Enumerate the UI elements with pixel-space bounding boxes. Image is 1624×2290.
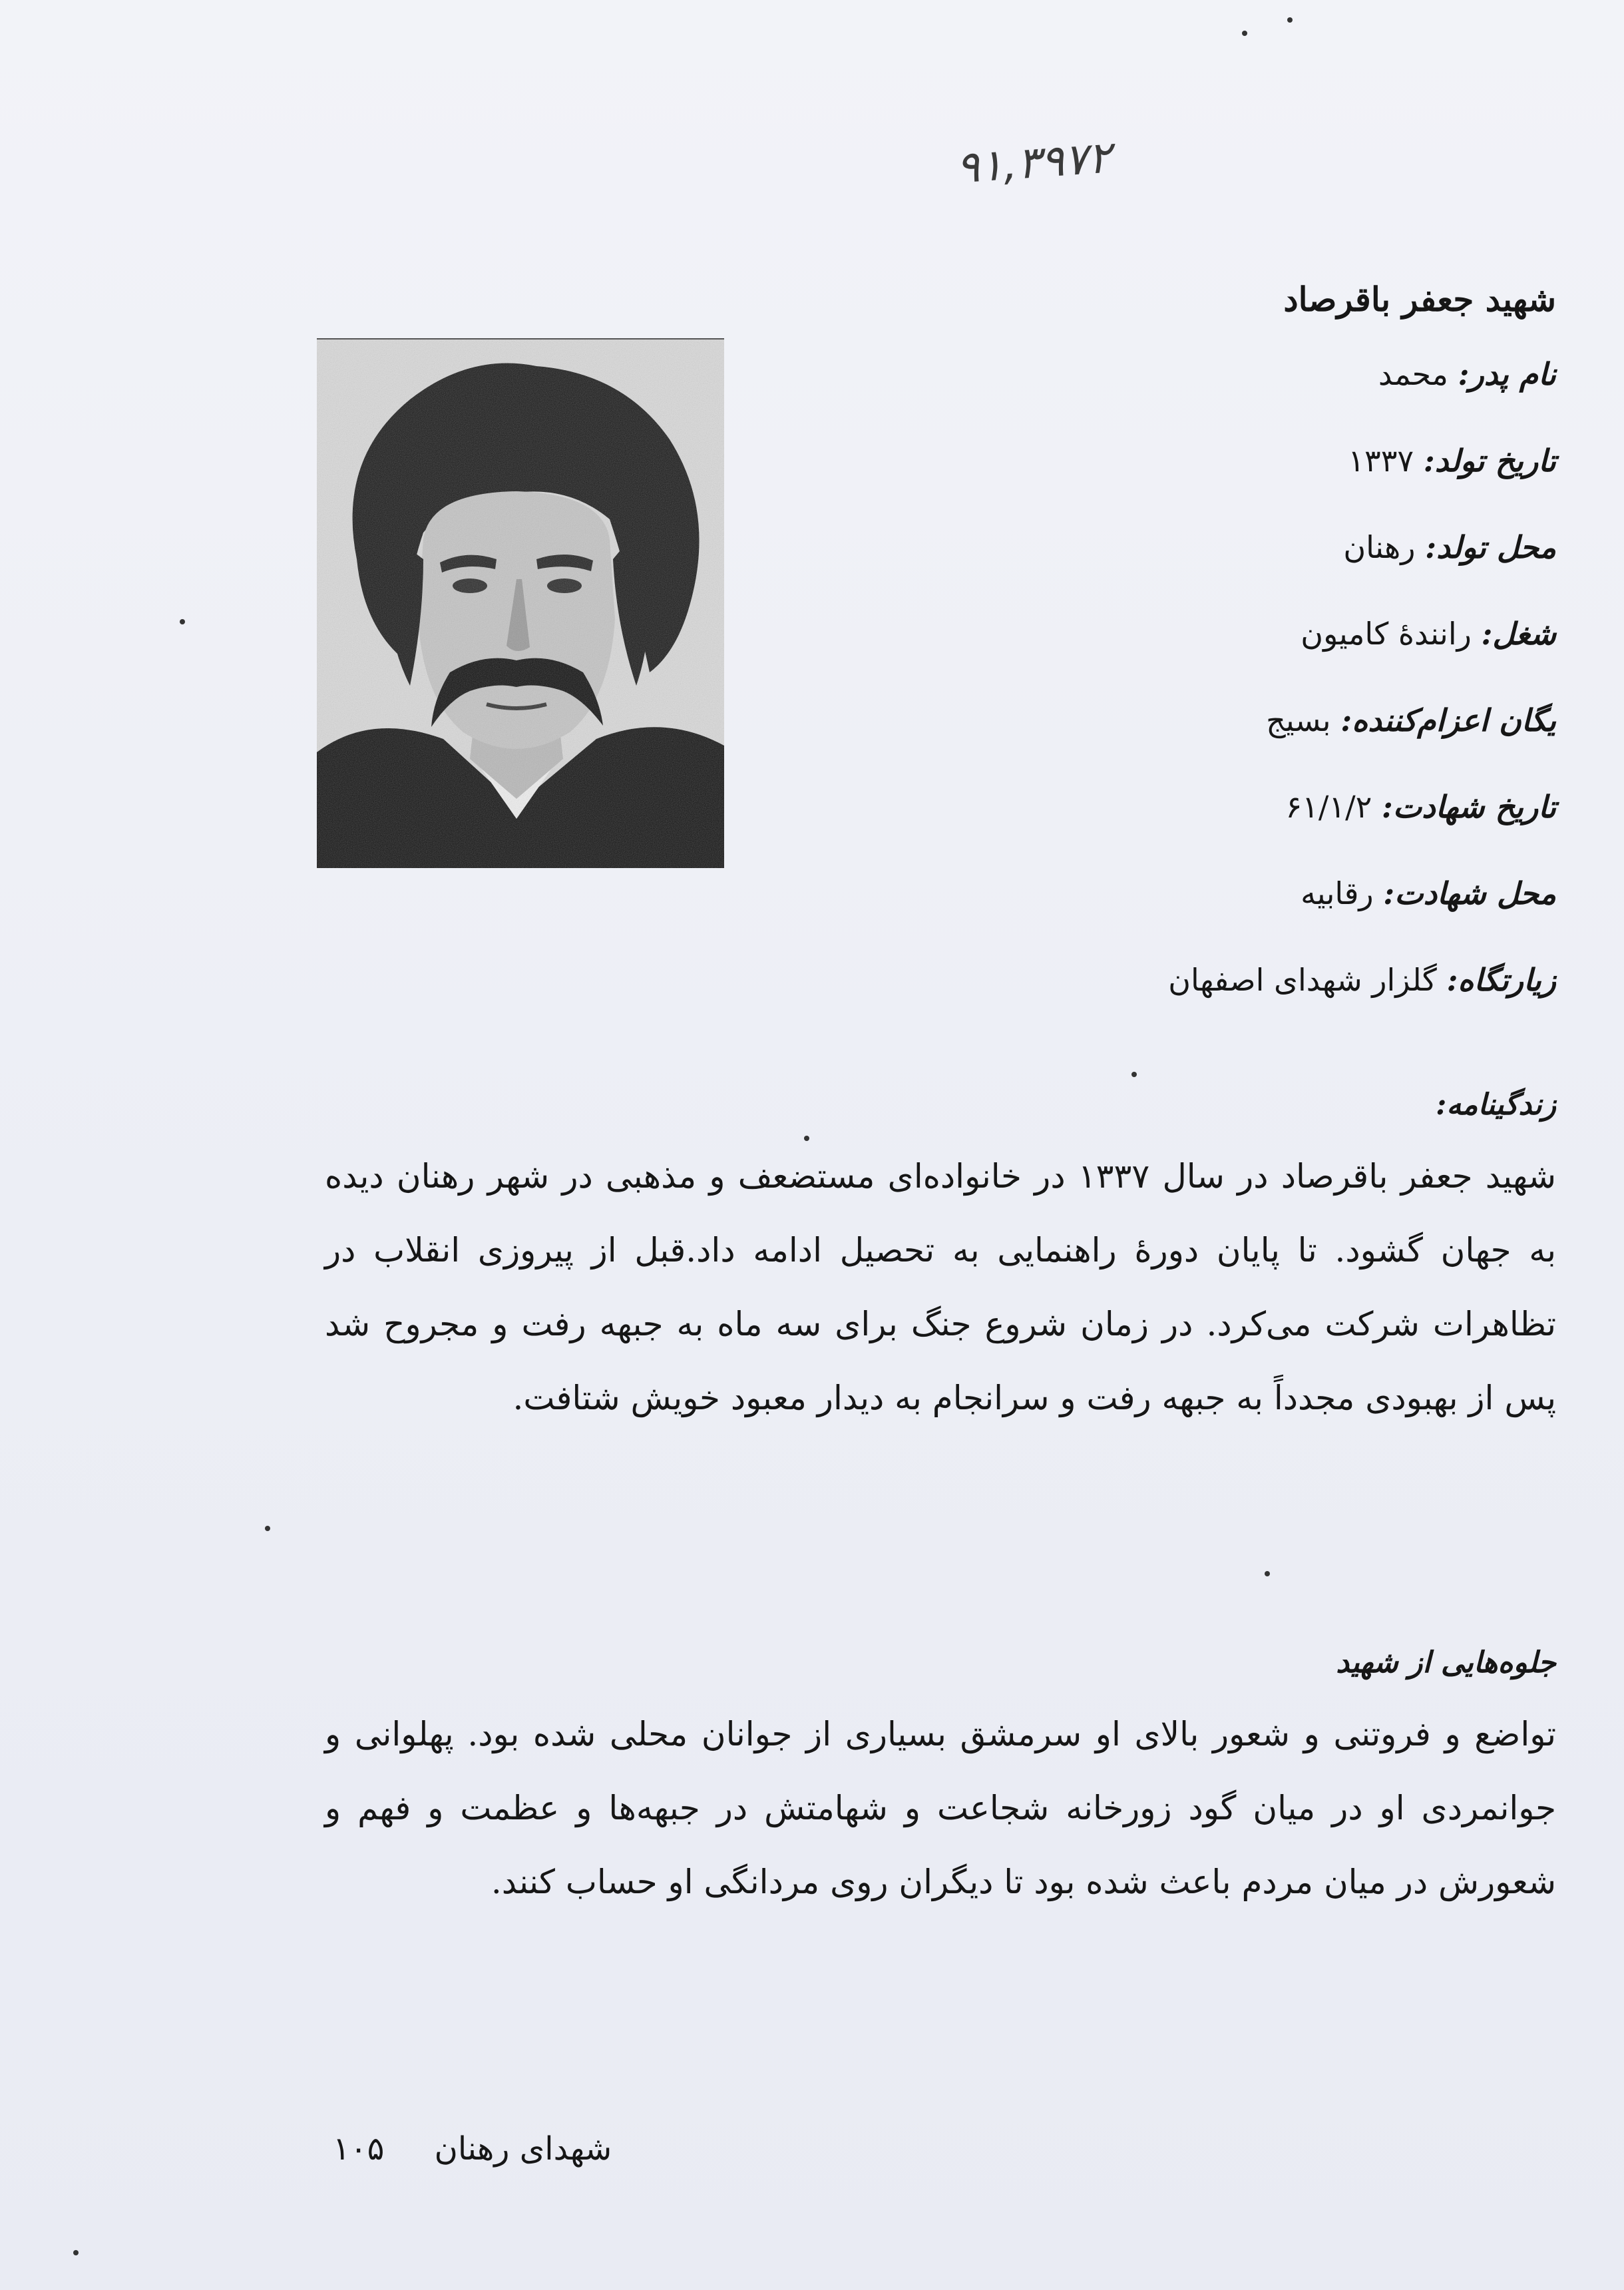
glimpses-text: تواضع و فروتنی و شعور بالای او سرمشق بسیاری از جوانان محلی شده بود. پهلوانی و جوانمردی او در میان گود زورخانه شجاعت و شهامتش در جبهه‌ها و عظمت و فهم و شعورش در میان مردم باعث شده بود تا دیگران روی مردانگی او حساب کنند. bbox=[325, 1715, 1556, 1901]
scan-speck bbox=[804, 1136, 809, 1141]
field-value: رقابیه bbox=[1301, 875, 1374, 911]
scan-speck bbox=[1265, 1571, 1270, 1576]
biography-section bbox=[325, 1078, 1556, 1435]
biography-text: شهید جعفر باقرصاد در سال ۱۳۳۷ در خانواده‌ای مستضعف و مذهبی در شهر رهنان دیده به جهان گشود. تا پایان دورهٔ راهنمایی به تحصیل ادامه داد.قبل از پیروزی انقلاب در تظاهرات شرکت می‌کرد. در زمان شروع جنگ برای سه ماه به جبهه رفت و مجروح شد پس از بهبودی مجدداً به جبهه رفت و سرانجام به دیدار معبود خویش شتافت. bbox=[325, 1157, 1556, 1417]
field-label: تاریخ تولد: bbox=[1423, 443, 1556, 479]
field-birth-place bbox=[757, 519, 1556, 575]
glimpses-section bbox=[325, 1636, 1556, 1919]
field-birth-date bbox=[757, 433, 1556, 489]
field-occupation bbox=[757, 606, 1556, 662]
martyr-portrait-photo bbox=[317, 338, 724, 868]
biography-heading: زندگینامه: bbox=[1436, 1088, 1556, 1122]
field-label: زیارتگاه: bbox=[1446, 962, 1556, 998]
handwritten-number: ۹۱,۳۹۷۲ bbox=[954, 131, 1114, 194]
field-father-name bbox=[757, 346, 1556, 402]
martyr-name-title: شهید جعفر باقرصاد bbox=[1283, 280, 1556, 319]
martyr-info-block bbox=[757, 272, 1556, 1038]
scan-speck bbox=[1131, 1072, 1137, 1077]
footer-page-number: ۱۰۵ bbox=[333, 2130, 385, 2168]
field-value: گلزار شهدای اصفهان bbox=[1168, 962, 1437, 998]
field-label: تاریخ شهادت: bbox=[1381, 789, 1556, 825]
scan-speck bbox=[73, 2250, 79, 2255]
field-value: ۶۱/۱/۲ bbox=[1285, 789, 1372, 825]
scan-speck bbox=[1242, 31, 1247, 36]
field-value: رانندهٔ کامیون bbox=[1301, 616, 1472, 652]
field-value: محمد bbox=[1378, 356, 1448, 392]
field-value: بسیج bbox=[1266, 702, 1331, 738]
footer-book-title: شهدای رهنان bbox=[434, 2130, 612, 2168]
scan-speck bbox=[1287, 17, 1293, 23]
field-martyrdom-date bbox=[757, 779, 1556, 835]
page-footer bbox=[333, 2130, 612, 2168]
field-label: شغل: bbox=[1481, 616, 1556, 652]
field-label: محل تولد: bbox=[1425, 529, 1556, 565]
glimpses-heading: جلوه‌هایی از شهید bbox=[1336, 1646, 1556, 1680]
field-label: محل شهادت: bbox=[1383, 875, 1556, 911]
scan-speck bbox=[265, 1526, 270, 1531]
field-value: رهنان bbox=[1343, 529, 1416, 565]
field-value: ۱۳۳۷ bbox=[1348, 443, 1414, 479]
field-label: یگان اعزام‌کننده: bbox=[1340, 702, 1556, 738]
field-label: نام پدر: bbox=[1458, 356, 1556, 392]
scan-speck bbox=[180, 619, 185, 624]
field-shrine bbox=[757, 952, 1556, 1008]
portrait-image bbox=[317, 340, 724, 868]
field-dispatching-unit bbox=[757, 692, 1556, 748]
field-martyrdom-place bbox=[757, 865, 1556, 921]
